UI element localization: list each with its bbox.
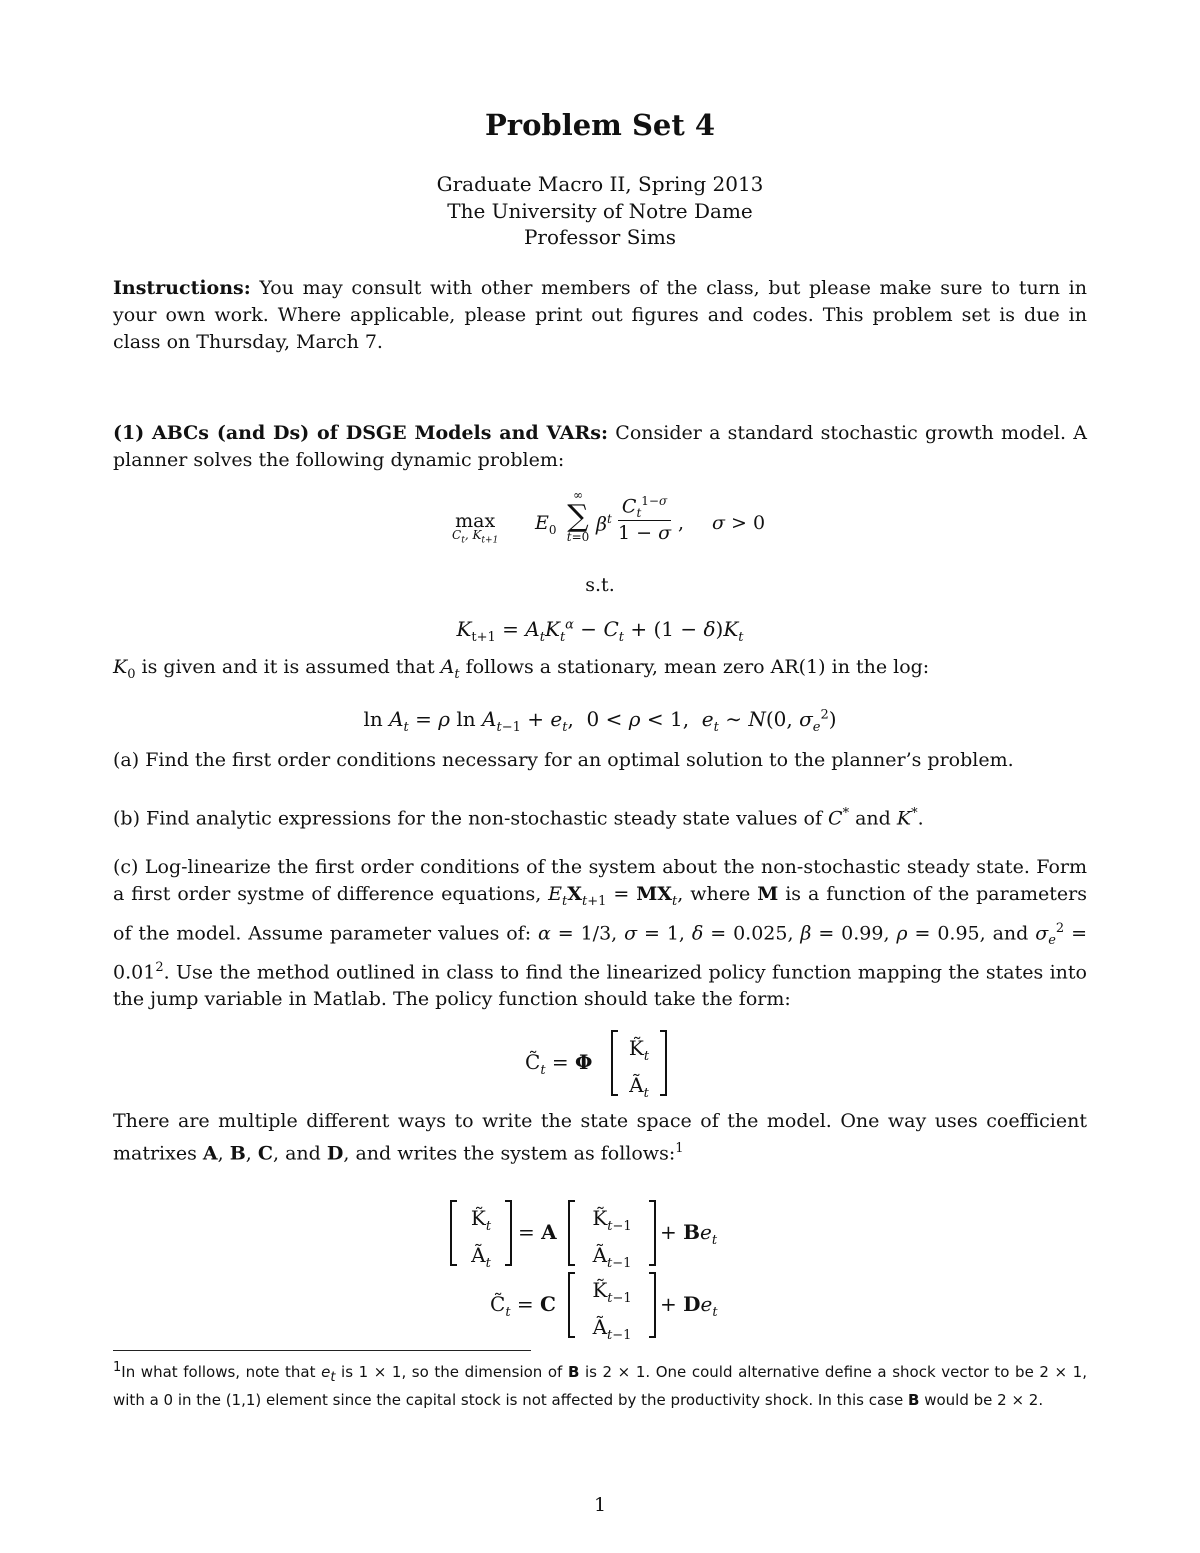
part-c-text-4: Use the method outlined in class to find the linearized policy function mapping the states into the jump variable in Matlab. The policy function should take the form:	[113, 961, 1087, 1011]
part-c-text-3: is a function of the parameters of the model. Assume parameter values of:	[113, 883, 1087, 945]
observation-equation: $C̃_t = C$ $K̃_{t-1}$ $Ã_{t-1}$ + $De_t$	[490, 1272, 770, 1340]
footnote-text-4: would be 2 × 2.	[919, 1391, 1044, 1409]
part-b-text: (b) Find analytic expressions for the non-stochastic steady state values of	[113, 807, 829, 830]
state-space-text-2: , and writes the system as follows:	[343, 1142, 676, 1165]
part-c: (c) Log-linearize the first order conditions of the system about the non-stochastic steady state. Form a first order systme of difference equations, $E_tX_{t+1} = MX_t$, where M is a function of the parameters of the model. Assume parameter values of: α = 1/3, σ = 1, δ = 0.025, β = 0.99, ρ = 0.95, and $\sigma_e^2 = 0.01^2$. Use the method outlined in class to find the linearized policy function mapping the states into the jump variable in Matlab. The policy function should take the form:	[113, 856, 1087, 1011]
given-text: is given and it is assumed that	[135, 656, 441, 678]
footnote-marker: 1	[113, 1360, 122, 1375]
policy-function-equation: $C̃_t = \Phi$ $K̃_t$ $Ã_t$	[525, 1030, 685, 1100]
page-title: Problem Set 4	[484, 108, 716, 142]
footnote-divider	[113, 1350, 531, 1351]
professor-name: Professor Sims	[523, 225, 677, 249]
page-number: 1	[593, 1494, 607, 1516]
instructions-text: You may consult with other members of the class, but please make sure to turn in your own work. Where applicable, please print out figures and codes. This problem set is due in class on Thursday, March 7.	[113, 277, 1087, 353]
part-a: (a) Find the first order conditions necessary for an optimal solution to the planner’s problem.	[113, 749, 1014, 771]
problem-1-intro	[113, 420, 1087, 474]
instructions-label: Instructions:	[113, 277, 251, 299]
subject-to: s.t.	[585, 574, 615, 596]
problem-1-label: (1) ABCs (and Ds) of DSGE Models and VARs:	[113, 422, 609, 444]
ar1-intro: $K_0$ is given and it is assumed that $A_t$ follows a stationary, mean zero AR(1) in the log:	[113, 656, 930, 682]
problem-1-intro-text: Consider a standard stochastic growth model. A planner solves the following dynamic problem:	[113, 422, 1087, 471]
footnote-text-3: is 2 × 1. One could alternative define a shock vector to be 2 × 1, with a 0 in the (1,1) element since the capital stock is not affected by the productivity shock. In this case	[113, 1363, 1087, 1409]
part-b-and: and	[849, 807, 897, 830]
state-space-intro: There are multiple different ways to write the state space of the model. One way uses coefficient matrixes A, B, C, and D, and writes the system as follows:$^1$	[113, 1110, 1087, 1165]
part-c-text-2: , where	[677, 883, 758, 905]
ar1-equation: $\ln A_t = \rho$ $\ln A_{t-1} + e_t$, 0 < ρ < 1, $e_t$ ∼ N(0, $\sigma_e^2$)	[363, 707, 837, 735]
instructions-paragraph	[113, 275, 1087, 356]
state-equation: $K̃_t$ $Ã_t$ = A $K̃_{t-1}$ $Ã_{t-1}$ + $Be_t$	[450, 1200, 770, 1268]
given-text-2: follows a stationary, mean zero AR(1) in the log:	[459, 656, 930, 678]
footnote: $^1$In what follows, note that $e_t$ is 1 × 1, so the dimension of B is 2 × 1. One could alternative define a shock vector to be 2 × 1, with a 0 in the (1,1) element since the capital stock is not affected by the productivity shock. In this case B would be 2 × 2.	[113, 1360, 1087, 1409]
course-name: Graduate Macro II, Spring 2013	[436, 172, 764, 196]
objective-equation: max $C_t$, $K_{t+1}$ $E_0$ ∞ ∑ t=0 $\beta^t$ $C_t^{1-\sigma}$ 1 − σ , σ > 0	[452, 488, 766, 546]
capital-accumulation-equation: $K_{t+1} = A_tK_t^\alpha - C_t + (1 - \delta)K_t$	[456, 617, 744, 645]
footnote-text-1: In what follows, note that	[121, 1363, 322, 1381]
part-c-text-1: (c) Log-linearize the first order conditions of the system about the non-stochastic steady state. Form a first order systme of difference equations,	[113, 856, 1087, 905]
state-space-text-1: There are multiple different ways to write the state space of the model. One way uses coefficient matrixes	[113, 1110, 1087, 1165]
university-name: The University of Notre Dame	[447, 199, 753, 223]
footnote-text-2: is 1 × 1, so the dimension of	[335, 1363, 568, 1381]
part-b: (b) Find analytic expressions for the non-stochastic steady state values of C* and K*.	[113, 806, 924, 830]
